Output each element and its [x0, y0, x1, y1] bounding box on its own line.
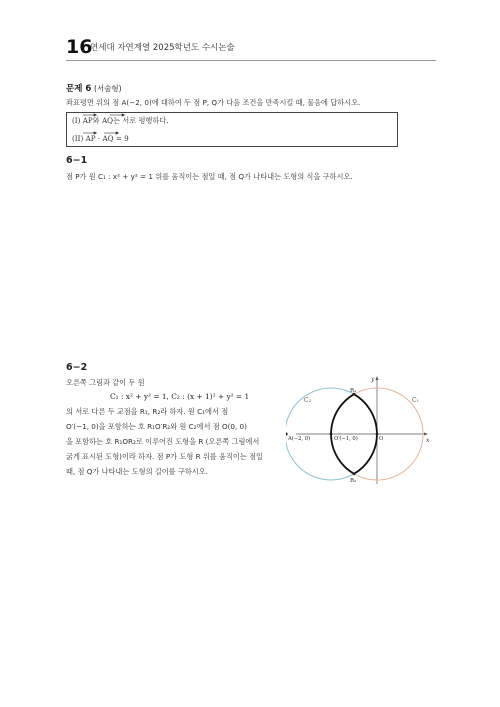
point-r2 — [353, 472, 356, 475]
q1-text: 점 P가 원 C₁ : x² + y² = 1 위를 움직이는 점일 때, 점 Q가 나타내는 도형의 식을 구하시오. — [66, 172, 353, 181]
running-title: 연세대 자연계열 2025학년도 수시논술 — [90, 43, 235, 53]
q1-label: 6−1 — [66, 155, 88, 166]
label-x: x — [426, 437, 430, 444]
point-o — [376, 433, 379, 436]
q2-line4: 을 포함하는 호 R₁OR₂로 이루어진 도형을 R (오른쪽 그림에서 — [66, 437, 260, 446]
label-a: A(−2, 0) — [288, 436, 311, 442]
q2-line5: 굵게 표시된 도형)이라 하자. 점 P가 도형 R 위를 움직이는 점일 — [66, 452, 263, 461]
vector-arrows — [66, 112, 206, 148]
header-divider — [66, 60, 436, 61]
condition-2: (II) AP · AQ = 9 — [72, 134, 129, 143]
label-c2: C₂ — [304, 397, 311, 404]
problem-type: (서술형) — [94, 84, 122, 93]
q2-line2: 의 서로 다른 두 교점을 R₁, R₂라 하자. 원 C₁에서 점 — [66, 407, 229, 416]
problem-label: 문제 6 — [66, 84, 92, 94]
problem-heading — [66, 82, 122, 94]
label-o: O — [379, 436, 384, 442]
label-oprime: O′(−1, 0) — [334, 436, 358, 442]
q2-line6: 때, 점 Q가 나타내는 도형의 길이를 구하시오. — [66, 467, 208, 476]
circles-diagram — [286, 372, 436, 492]
q2-line1: 오른쪽 그림과 같이 두 원 — [66, 378, 145, 387]
q2-line3: O′(−1, 0)을 포함하는 호 R₁O′R₂와 원 C₂에서 점 O(0, 0) — [66, 422, 247, 431]
page-number: 16 — [66, 36, 93, 58]
condition-1: (I) AP와 AQ는 서로 평행하다. — [72, 116, 169, 125]
problem-intro: 좌표평면 위의 점 A(−2, 0)에 대하여 두 점 P, Q가 다음 조건을 만족시킬 때, 물음에 답하시오. — [66, 98, 361, 107]
label-c1: C₁ — [412, 397, 419, 404]
q2-equation: C₁ : x² + y² = 1, C₂ : (x + 1)² + y² = 1 — [110, 392, 250, 401]
label-y: y — [371, 376, 375, 383]
q2-label: 6−2 — [66, 362, 88, 373]
label-r2: R₂ — [350, 478, 357, 484]
label-r1: R₁ — [350, 388, 357, 394]
x-axis-arrow — [424, 433, 428, 436]
point-oprime — [330, 433, 333, 436]
y-axis-arrow — [376, 376, 379, 380]
